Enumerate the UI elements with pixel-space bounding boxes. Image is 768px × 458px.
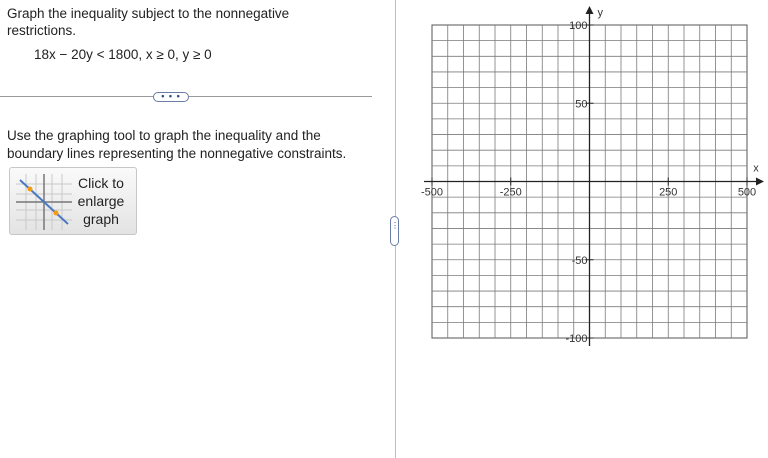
x-tick-label: 250 bbox=[659, 186, 678, 199]
pane-splitter-handle[interactable]: ⋮ bbox=[390, 216, 399, 246]
x-tick-label: -500 bbox=[420, 186, 444, 199]
more-options-button[interactable]: • • • bbox=[153, 92, 189, 102]
graph-area[interactable] bbox=[396, 0, 768, 458]
y-tick-label: -100 bbox=[565, 333, 588, 345]
enlarge-graph-label: Click to enlarge graph bbox=[77, 175, 125, 227]
x-tick-label: -250 bbox=[499, 186, 522, 199]
y-tick-label: 100 bbox=[569, 20, 588, 32]
graph-thumbnail-icon bbox=[16, 174, 72, 230]
y-axis-label: y bbox=[597, 7, 603, 19]
inequality-text: 18x − 20y < 1800, x ≥ 0, y ≥ 0 bbox=[34, 47, 212, 62]
enlarge-graph-button[interactable] bbox=[9, 167, 137, 235]
x-axis-label: x bbox=[753, 162, 759, 175]
instructions-text: Use the graphing tool to graph the inequality and the boundary lines representing the nonnegative constraints. bbox=[7, 128, 347, 161]
y-tick-label: -50 bbox=[571, 254, 588, 267]
y-tick-label: 50 bbox=[575, 98, 588, 111]
question-prompt: Graph the inequality subject to the nonnegative restrictions. bbox=[7, 6, 290, 38]
x-tick-label: 500 bbox=[737, 186, 757, 199]
y-axis-arrow bbox=[586, 6, 594, 14]
x-axis-arrow bbox=[756, 178, 764, 186]
